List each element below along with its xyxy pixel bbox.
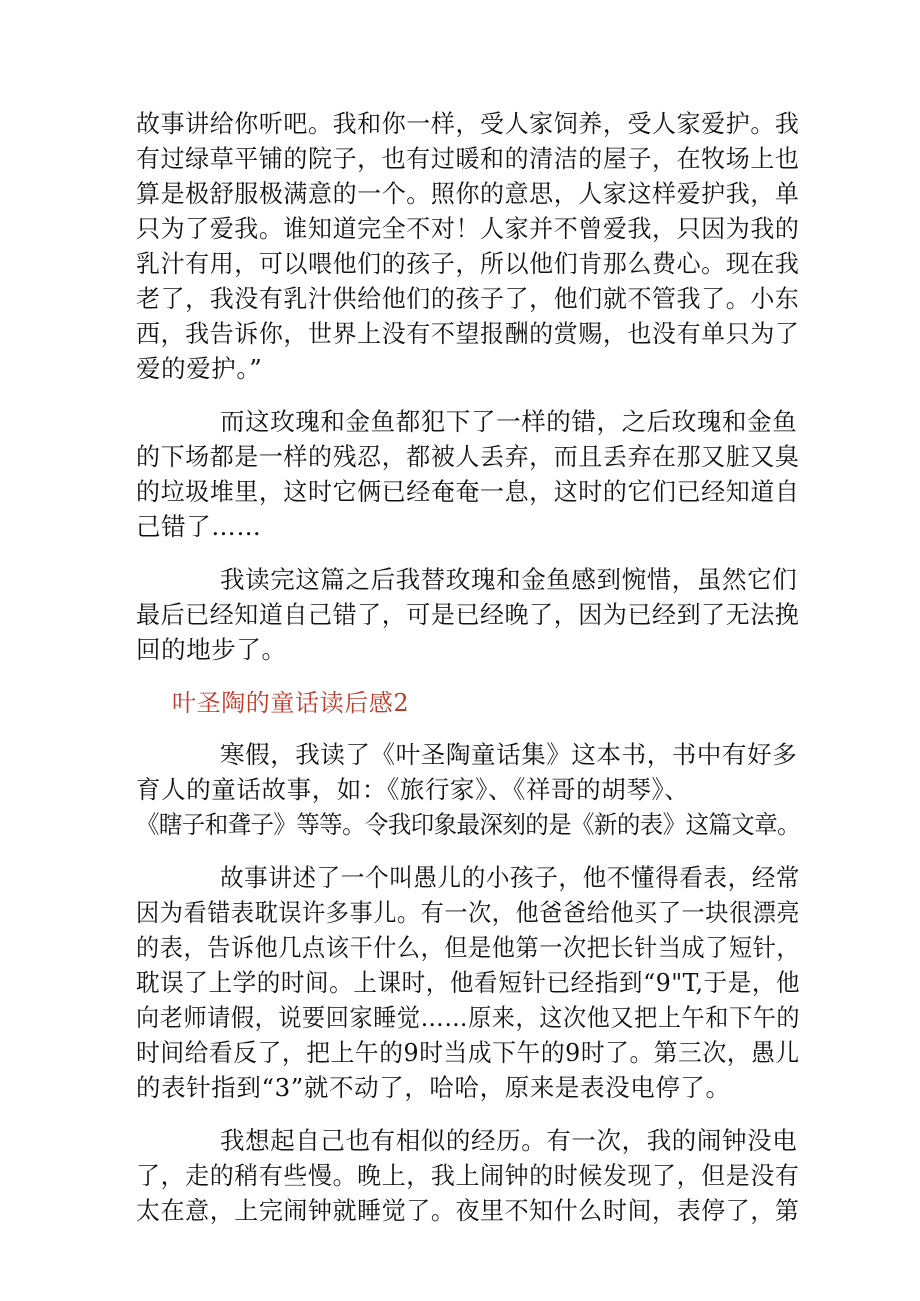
- paragraph-1-line-2: 有过绿草平铺的院子，也有过暖和的清洁的屋子，在牧场上也: [136, 144, 800, 173]
- paragraph-1-line-6: 老了，我没有乳汁供给他们的孩子了，他们就不管我了。小东: [136, 284, 800, 313]
- paragraph-1-line-8: 爱的爱护。”: [136, 354, 263, 383]
- paragraph-5-line-4: 耽误了上学的时间。上课时，他看短针已经指到“9"T,于是，他: [136, 968, 801, 997]
- paragraph-1-line-3: 算是极舒服极满意的一个。照你的意思，人家这样爱护我，单: [136, 179, 800, 208]
- paragraph-2-line-1: 而这玫瑰和金鱼都犯下了一样的错，之后玫瑰和金鱼: [220, 407, 798, 436]
- paragraph-1-line-4: 只为了爱我。谁知道完全不对！人家并不曾爱我，只因为我的: [136, 214, 800, 243]
- paragraph-5-line-3: 的表，告诉他几点该干什么，但是他第一次把长针当成了短针，: [136, 933, 801, 962]
- paragraph-5-line-1: 故事讲述了一个叫愚儿的小孩子，他不懂得看表，经常: [220, 863, 801, 892]
- paragraph-6-line-3: 太在意，上完闹钟就睡觉了。夜里不知什么时间，表停了，第: [136, 1196, 800, 1225]
- paragraph-6-line-2: 了，走的稍有些慢。晚上，我上闹钟的时候发现了，但是没有: [136, 1161, 800, 1190]
- paragraph-3-line-2: 最后已经知道自己错了，可是已经晚了，因为已经到了无法挽: [136, 600, 800, 629]
- paragraph-2-line-2: 的下场都是一样的残忍，都被人丢弃，而且丢弃在那又脏又臭: [136, 442, 800, 471]
- section-heading: 叶圣陶的童话读后感2: [172, 689, 410, 717]
- paragraph-1-line-7: 西，我告诉你，世界上没有不望报酬的赏赐，也没有单只为了: [136, 319, 800, 348]
- paragraph-1-line-5: 乳汁有用，可以喂他们的孩子，所以他们肯那么费心。现在我: [136, 249, 800, 278]
- paragraph-4-line-2: 育人的童话故事，如：《旅行家》、《祥哥的胡琴》、: [136, 775, 690, 804]
- paragraph-4-line-3: 《瞎子和聋子》等等。令我印象最深刻的是《新的表》这篇文章。: [136, 810, 800, 839]
- paragraph-5-line-2: 因为看错表耽误许多事儿。有一次，他爸爸给他买了一块很漂亮: [136, 898, 801, 927]
- paragraph-1-line-1: 故事讲给你听吧。我和你一样，受人家饲养，受人家爱护。我: [136, 109, 800, 138]
- paragraph-5-line-5: 向老师请假，说要回家睡觉……原来，这次他又把上午和下午的: [136, 1003, 801, 1032]
- paragraph-3-line-3: 回的地步了。: [136, 635, 287, 664]
- paragraph-2-line-3: 的垃圾堆里，这时它俩已经奄奄一息，这时的它们已经知道自: [136, 477, 800, 506]
- paragraph-2-line-4: 己错了……: [136, 512, 262, 541]
- paragraph-5-line-6: 时间给看反了，把上午的9时当成下午的9时了。第三次，愚儿: [136, 1038, 800, 1067]
- paragraph-3-line-1: 我读完这篇之后我替玫瑰和金鱼感到惋惜，虽然它们: [220, 565, 798, 594]
- paragraph-4-line-1: 寒假，我读了《叶圣陶童话集》这本书，书中有好多: [220, 740, 798, 769]
- paragraph-6-line-1: 我想起自己也有相似的经历。有一次，我的闹钟没电: [220, 1126, 798, 1155]
- paragraph-5-line-7: 的表针指到“3”就不动了，哈哈，原来是表没电停了。: [136, 1073, 731, 1102]
